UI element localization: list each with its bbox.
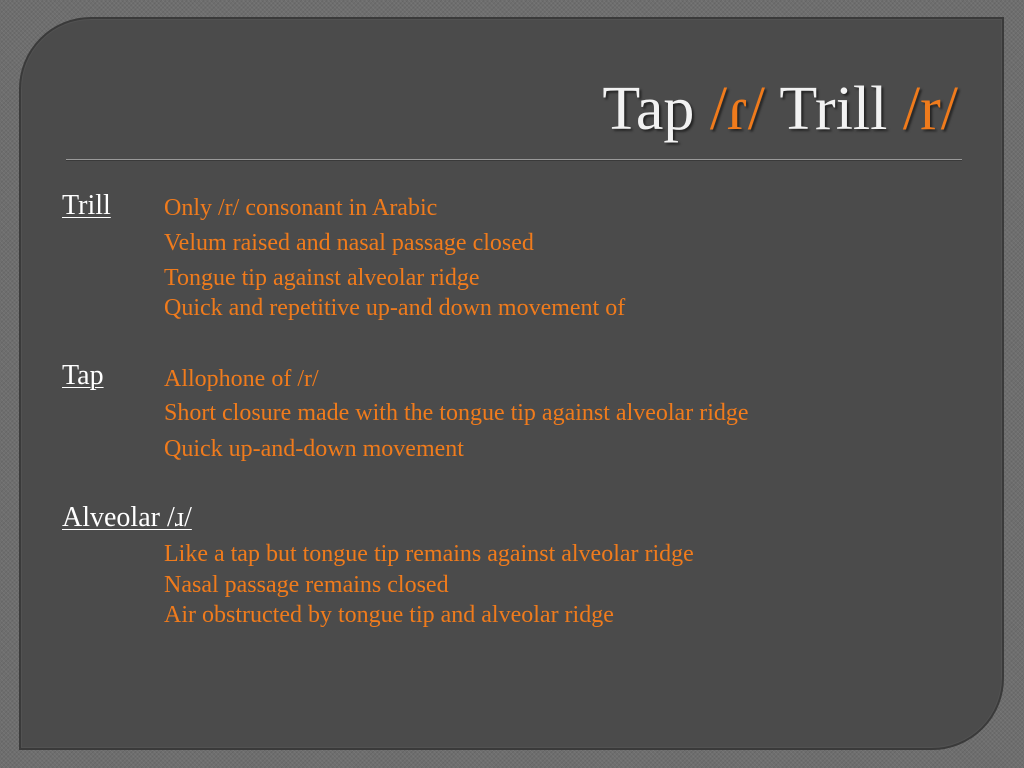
trill-line: Velum raised and nasal passage closed xyxy=(164,230,534,256)
alveolar-line: Air obstructed by tongue tip and alveolar ridge xyxy=(164,602,614,628)
title-symbol-tap: /ɾ/ xyxy=(709,75,765,143)
tap-line: Allophone of /r/ xyxy=(164,366,319,392)
title-divider xyxy=(66,159,962,161)
alveolar-line: Nasal passage remains closed xyxy=(164,572,449,598)
term-tap: Tap xyxy=(62,360,104,391)
term-trill: Trill xyxy=(62,190,111,221)
title-word-trill: Trill xyxy=(764,75,903,143)
slide-title xyxy=(602,75,958,143)
trill-line: Only /r/ consonant in Arabic xyxy=(164,195,438,221)
trill-line: Quick and repetitive up-and down movement of xyxy=(164,295,626,321)
tap-line: Short closure made with the tongue tip against alveolar ridge xyxy=(164,400,749,426)
tap-line: Quick up-and-down movement xyxy=(164,436,464,462)
trill-line: Tongue tip against alveolar ridge xyxy=(164,265,480,291)
title-symbol-trill: /r/ xyxy=(902,75,958,143)
term-alveolar: Alveolar /ɹ/ xyxy=(62,502,192,533)
title-word-tap: Tap xyxy=(602,75,710,143)
alveolar-line: Like a tap but tongue tip remains against alveolar ridge xyxy=(164,541,694,567)
